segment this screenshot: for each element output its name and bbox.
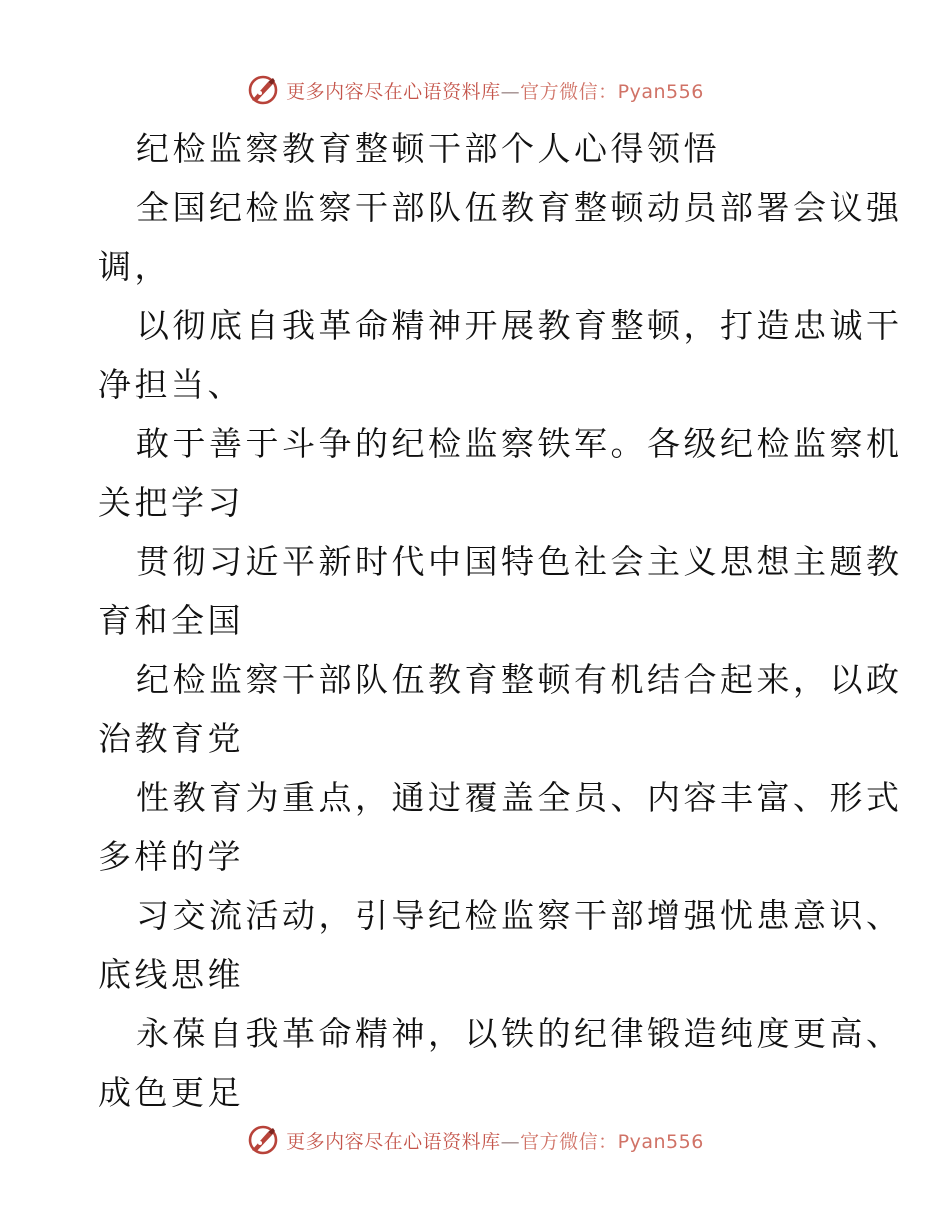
text-line: 贯彻习近平新时代中国特色社会主义思想主题教	[136, 542, 903, 581]
text-line: 调，	[98, 247, 171, 286]
text-line: 底线思维	[98, 955, 244, 994]
text-line: 以彻底自我革命精神开展教育整顿，打造忠诚干	[136, 306, 903, 345]
text-line: 永葆自我革命精神，以铁的纪律锻造纯度更高、	[136, 1014, 903, 1053]
document-body	[98, 119, 903, 1122]
text-line: 全国纪检监察干部队伍教育整顿动员部署会议强	[136, 188, 903, 227]
text-line: 成色更足	[98, 1073, 244, 1112]
text-line: 治教育党	[98, 719, 244, 758]
text-line: 多样的学	[98, 837, 244, 876]
document-title: 纪检监察教育整顿干部个人心得领悟	[136, 129, 720, 168]
watermark-text: 更多内容尽在心语资料库—官方微信：Pyan556	[286, 1130, 704, 1153]
text-line: 纪检监察干部队伍教育整顿有机结合起来，以政	[136, 660, 903, 699]
header-watermark	[0, 70, 950, 110]
pen-logo-icon	[246, 73, 280, 107]
text-line: 净担当、	[98, 365, 244, 404]
watermark-text: 更多内容尽在心语资料库—官方微信：Pyan556	[286, 80, 704, 103]
text-line: 性教育为重点，通过覆盖全员、内容丰富、形式	[136, 778, 903, 817]
text-line: 育和全国	[98, 601, 244, 640]
pen-logo-icon	[246, 1123, 280, 1157]
text-line: 习交流活动，引导纪检监察干部增强忧患意识、	[136, 896, 903, 935]
text-line: 敢于善于斗争的纪检监察铁军。各级纪检监察机	[136, 424, 903, 463]
text-line: 关把学习	[98, 483, 244, 522]
footer-watermark	[0, 1120, 950, 1160]
